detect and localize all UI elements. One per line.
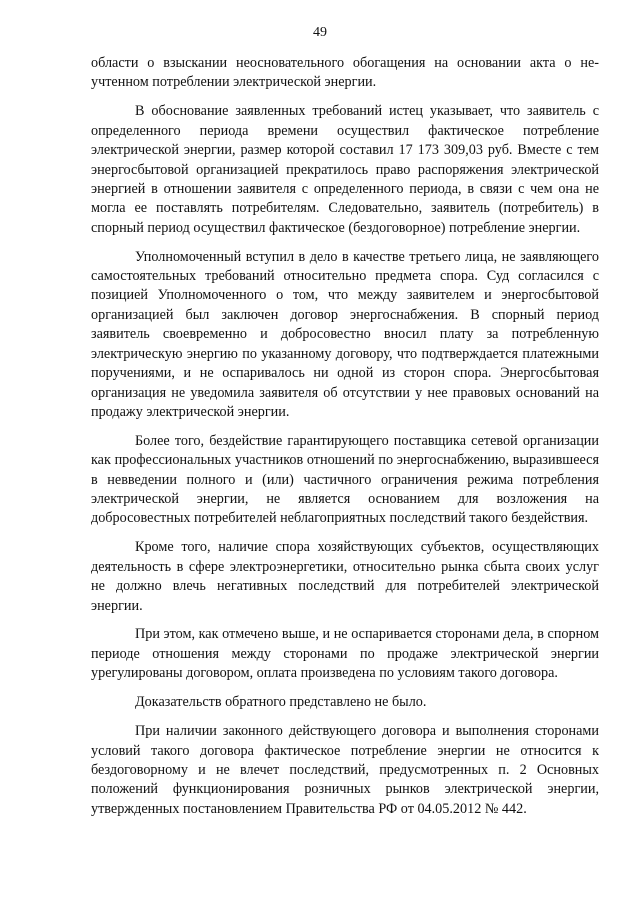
page-body <box>91 54 599 829</box>
paragraph-4: Более того, бездействие гарантирующего поставщика сетевой организации как профессиональных участников отношений по энергоснабжению, выразившееся в невведении полного и (или) частичного ограничения режима потребления электрической энергии, не является основанием для возложения на добросовестных потребителей неблагоприятных последствий такого бездействия. <box>91 432 599 527</box>
paragraph-8: При наличии законного действующего договора и выполнения сторонами условий такого договора фактическое потребление энергии не относится к бездоговорному и не влечет последствий, предусмотренных п. 2 Основных положений функционирования розничных рынков электрической энергии, утвержденных постановлением Правительства РФ от 04.05.2012 № 442. <box>91 723 599 817</box>
paragraph-2: В обоснование заявленных требований истец указывает, что заявитель с определенного периода времени осуществил фактическое потребление электрической энергии, размер которой составил 17 173 309,03 руб. Вместе с тем энергосбытовой организацией прекратилось право распоряжения электрической энергией в отношении заявителя с определенного периода, в связи с чем она не могла ее поставлять потребителям. Следовательно, заявитель (потребитель) в спорный период осуществил фактическое (бездоговорное) потребление энергии. <box>91 103 599 236</box>
paragraph-5: Кроме того, наличие спора хозяйствующих субъектов, осуществляющих деятельность в сфере электроэнергетики, относительно рынка сбыта своих услуг не должно влечь негативных последствий для потребителей электрической энергии. <box>91 539 599 614</box>
paragraph-3: Уполномоченный вступил в дело в качестве третьего лица, не заявляющего самостоятельных требований относительно предмета спора. Суд согласился с позицией Уполномоченного о том, что между заявителем и энергосбытовой организацией был заключен договор энергоснабжения. В спорный период заявитель своевременно и добросовестно вносил плату за потребленную электрическую энергию по указанному договору, что подтверждается платежными поручениями, и не оспаривалось ни одной из сторон спора. Энергосбытовая организация не уведомила заявителя об отсутствии у нее правовых оснований на продажу электрической энергии. <box>91 248 599 420</box>
paragraph-6: При этом, как отмечено выше, и не оспаривается сторонами дела, в спорном периоде отношения между сторонами по продаже электрической энергии урегулированы договором, оплата произведена по условиям такого договора. <box>91 626 599 682</box>
page-number: 49 <box>313 25 327 40</box>
paragraph-7: Доказательств обратного представлено не было. <box>135 694 427 711</box>
paragraph-1: области о взыскании неосновательного обогащения на основании акта о неучтенном потреблении электрической энергии. <box>91 55 599 91</box>
